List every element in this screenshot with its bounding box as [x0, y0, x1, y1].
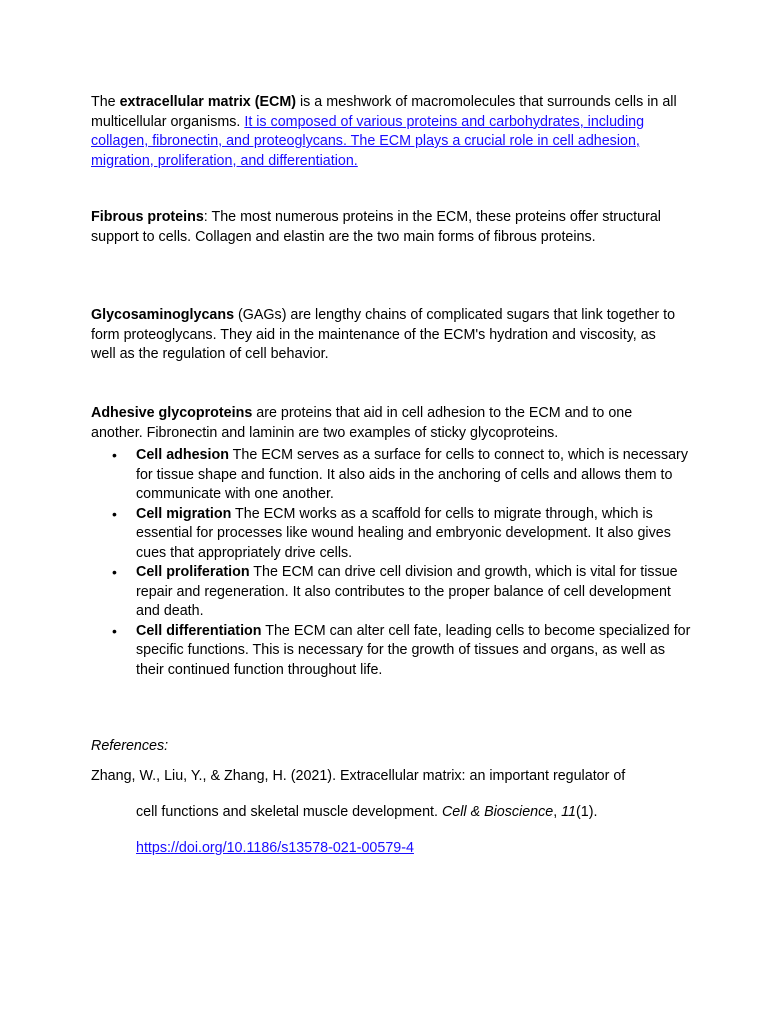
gag-term: Glycosaminoglycans — [91, 307, 235, 323]
gag-text: (GAGs) are lengthy chains of complicated sugars that link together to form proteoglycans. They aid in the maintenance of the ECM's hydration and viscosity, as well as the regulation of cell behavior. — [91, 307, 676, 362]
list-item-cell-differentiation — [91, 622, 691, 681]
adhesive-paragraph — [91, 404, 683, 443]
list-item-term: Cell adhesion — [136, 447, 229, 463]
intro-lead: The — [91, 94, 120, 110]
list-item-term: Cell differentiation — [136, 622, 262, 639]
gag-paragraph — [91, 306, 683, 365]
reference-authors: Zhang, W., Liu, Y., & Zhang, H. (2021). Extracellular matrix: an important regulator of — [91, 768, 626, 784]
list-item-text: The ECM can alter cell fate, leading cells to become specialized for specific functions. This is necessary for the growth of tissues and organs, as well as their continued function throughout life. — [136, 622, 691, 678]
reference-title-line — [136, 803, 597, 823]
list-item-text: The ECM serves as a surface for cells to connect to, which is necessary for tissue shape and function. It also aids in the anchoring of cells and allows them to communicate with one another. — [136, 447, 688, 502]
reference-title-cont: cell functions and skeletal muscle development. — [136, 804, 442, 820]
list-item-cell-proliferation — [91, 563, 691, 622]
list-item-text: The ECM works as a scaffold for cells to migrate through, which is essential for processes like wound healing and embryonic development. It also gives cues that appropriately drive cells. — [136, 505, 671, 561]
bullet-icon: • — [112, 622, 117, 639]
fibrous-paragraph — [91, 208, 683, 247]
list-item-cell-adhesion — [91, 446, 691, 505]
function-list — [91, 446, 691, 680]
fibrous-text: : The most numerous proteins in the ECM, these proteins offer structural support to cells. Collagen and elastin are the two main forms of fibrous proteins. — [91, 209, 661, 245]
intro-link[interactable]: It is composed of various proteins and carbohydrates, including collagen, fibronectin, and proteoglycans. The ECM plays a crucial role in cell adhesion, migration, proliferation, and differentiation. — [91, 113, 645, 169]
list-item-term: Cell proliferation — [136, 564, 250, 580]
bullet-icon: • — [112, 505, 117, 522]
adhesive-text: are proteins that aid in cell adhesion to the ECM and to one another. Fibronectin and laminin are two examples of sticky glycoproteins. — [91, 405, 633, 441]
references-heading: References: — [91, 738, 169, 754]
intro-rest: is a meshwork of macromolecules that surrounds cells in all multicellular organisms. — [91, 94, 677, 130]
list-item-term: Cell migration — [136, 505, 232, 522]
reference-sep: , — [553, 804, 562, 820]
intro-term: extracellular matrix (ECM) — [119, 94, 297, 110]
reference-volume: 11 — [561, 804, 577, 820]
bullet-icon: • — [112, 447, 117, 463]
reference-doi-link[interactable]: https://doi.org/10.1186/s13578-021-00579-4 — [136, 840, 414, 856]
adhesive-term: Adhesive glycoproteins — [91, 405, 253, 421]
reference-journal: Cell & Bioscience — [441, 804, 554, 820]
list-item-cell-migration — [91, 505, 691, 564]
fibrous-term: Fibrous proteins — [91, 209, 204, 225]
bullet-icon: • — [112, 564, 117, 580]
reference-issue: (1). — [576, 804, 598, 820]
list-item-text: The ECM can drive cell division and growth, which is vital for tissue repair and regeneration. It also contributes to the proper balance of cell development and death. — [136, 564, 678, 619]
intro-paragraph — [91, 93, 683, 171]
